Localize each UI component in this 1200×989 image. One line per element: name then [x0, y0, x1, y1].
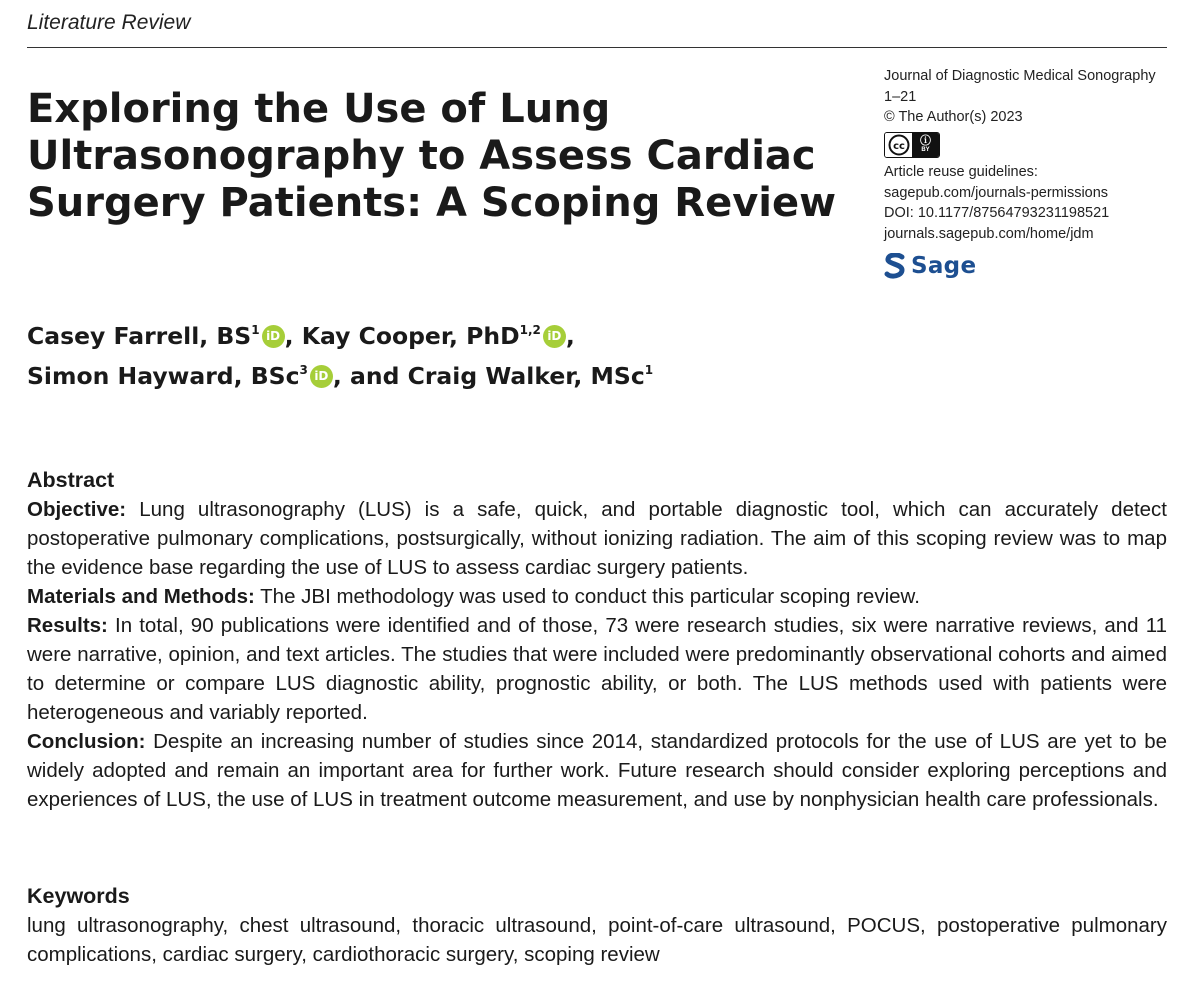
title-line: Ultrasonography to Assess Cardiac	[27, 133, 816, 179]
title-line: Exploring the Use of Lung	[27, 86, 611, 132]
orcid-icon[interactable]: iD	[543, 325, 566, 348]
affiliation-marker: 1	[251, 323, 260, 337]
title-line: Surgery Patients: A Scoping Review	[27, 180, 837, 226]
author-separator: ,	[332, 362, 342, 390]
sage-wordmark: Sage	[911, 252, 977, 279]
page-range: 1–21	[884, 88, 917, 105]
by-label: BY	[921, 147, 930, 153]
cc-mark: cc	[892, 140, 905, 152]
results-label: Results:	[27, 614, 108, 637]
author-separator: ,	[565, 322, 575, 350]
abstract-section	[27, 466, 1167, 814]
abstract-objective	[27, 495, 1167, 582]
cc-by-license-icon[interactable]	[884, 132, 940, 158]
abstract-methods	[27, 582, 1167, 611]
abstract-results	[27, 611, 1167, 727]
objective-text: Lung ultrasonography (LUS) is a safe, quick, and portable diagnostic tool, which can accurately detect postoperative pulmonary complications, postsurgically, without ionizing radiation. The aim of this scoping review was to map the evidence base regarding the use of LUS to assess cardiac surgery patients.	[27, 498, 1168, 579]
sage-publisher-logo	[884, 253, 1174, 279]
conclusion-label: Conclusion:	[27, 730, 146, 753]
objective-label: Objective:	[27, 498, 127, 521]
article-type-label: Literature Review	[27, 11, 191, 34]
author-line	[27, 353, 927, 393]
by-attribution-icon	[912, 133, 939, 157]
author-name: Kay Cooper, PhD	[301, 322, 520, 350]
reuse-guidelines-label: Article reuse guidelines:	[884, 164, 1038, 180]
keywords-heading: Keywords	[27, 884, 130, 908]
conclusion-text: Despite an increasing number of studies since 2014, standardized protocols for the use of LUS are yet to be widely adopted and remain an important area for further work. Future research should consider exploring perceptions and experiences of LUS, the use of LUS in treatment outcome measurement, and use by nonphysician health care professionals.	[27, 730, 1168, 811]
orcid-icon[interactable]: iD	[310, 365, 333, 388]
affiliation-marker: 1,2	[519, 323, 541, 337]
copyright: © The Author(s) 2023	[884, 109, 1023, 125]
article-title	[27, 86, 857, 227]
keywords-section	[27, 882, 1167, 969]
affiliation-marker: 1	[644, 363, 654, 377]
author-name: Casey Farrell, BS	[27, 322, 252, 350]
journal-homepage-link[interactable]: journals.sagepub.com/home/jdm	[884, 225, 1094, 242]
journal-name: Journal of Diagnostic Medical Sonography	[884, 68, 1156, 84]
cc-circle-icon	[885, 133, 912, 157]
abstract-heading: Abstract	[27, 468, 115, 492]
affiliation-marker: 3	[299, 363, 308, 377]
journal-info-panel	[884, 66, 1174, 279]
author-separator: ,	[284, 322, 294, 350]
reuse-guidelines-link[interactable]: sagepub.com/journals-permissions	[884, 184, 1109, 201]
results-text: In total, 90 publications were identified and of those, 73 were research studies, six were narrative reviews, and 11 were narrative, opinion, and text articles. The studies that were included were predominantly observational cohorts and aimed to determine or compare LUS diagnostic ability, prognostic ability, or both. The LUS methods used with patients were heterogeneous and variably reported.	[27, 614, 1167, 724]
author-name: and Craig Walker, MSc	[349, 362, 645, 390]
methods-label: Materials and Methods:	[27, 585, 255, 608]
author-name: Simon Hayward, BSc	[27, 362, 300, 390]
sage-s-icon	[884, 253, 906, 279]
orcid-icon[interactable]: iD	[262, 325, 285, 348]
methods-text: The JBI methodology was used to conduct this particular scoping review.	[260, 585, 920, 608]
author-list	[27, 313, 927, 393]
header-divider	[27, 47, 1167, 48]
doi[interactable]: DOI: 10.1177/87564793231198521	[884, 205, 1110, 221]
keywords-text: lung ultrasonography, chest ultrasound, thoracic ultrasound, point-of-care ultrasound, POCUS, postoperative pulmonary complications, cardiac surgery, cardiothoracic surgery, scoping review	[27, 914, 1167, 966]
author-line	[27, 313, 927, 353]
attribution-person-icon: ⓘ	[920, 135, 931, 147]
abstract-conclusion	[27, 727, 1167, 814]
